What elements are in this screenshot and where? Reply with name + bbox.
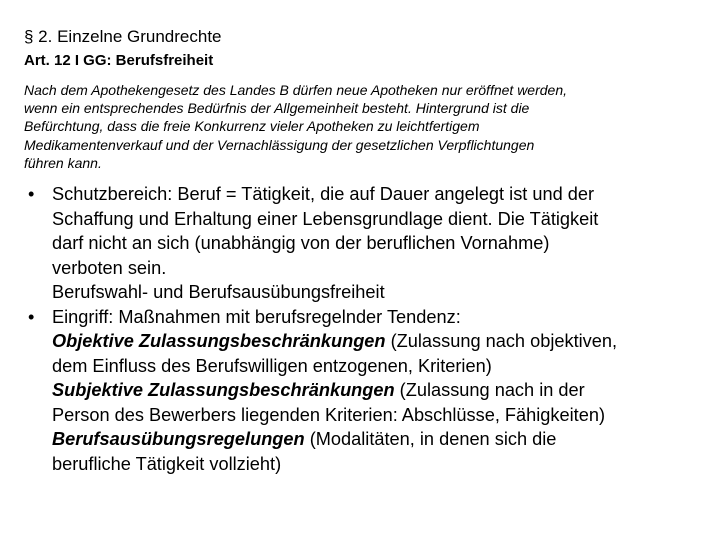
schutzbereich-continuation bbox=[24, 231, 714, 256]
eingriff-subjektiv bbox=[24, 378, 714, 403]
article-title: Art. 12 I GG: Berufsfreiheit bbox=[24, 52, 214, 69]
case-line: Befürchtung, dass die freie Konkurrenz vieler Apotheken zu leichtfertigem bbox=[24, 118, 480, 135]
bullet-icon: • bbox=[28, 184, 35, 204]
ausuebung-desc: berufliche Tätigkeit vollzieht) bbox=[52, 453, 282, 474]
eingriff-objektiv bbox=[24, 329, 714, 354]
schutzbereich-line: darf nicht an sich (unabhängig von der beruflichen Vornahme) bbox=[52, 233, 550, 253]
schutzbereich-line: Schaffung und Erhaltung einer Lebensgrundlage dient. Die Tätigkeit bbox=[52, 208, 599, 229]
bullet-item-eingriff bbox=[24, 305, 714, 330]
objektiv-desc: (Zulassung nach objektiven, bbox=[385, 331, 618, 351]
eingriff-ausuebung-continuation bbox=[24, 452, 714, 477]
eingriff-intro: Eingriff: Maßnahmen mit berufsregelnder Tendenz: bbox=[52, 306, 461, 327]
schutzbereich-note-text: Berufswahl- und Berufsausübungsfreiheit bbox=[52, 282, 385, 302]
bullet-list bbox=[24, 182, 714, 476]
case-line: wenn ein entsprechendes Bedürfnis der Allgemeinheit besteht. Hintergrund ist die bbox=[24, 100, 530, 117]
section-title: § 2. Einzelne Grundrechte bbox=[24, 27, 222, 46]
subjektiv-desc: (Zulassung nach in der bbox=[394, 380, 585, 400]
schutzbereich-note bbox=[24, 280, 714, 305]
schutzbereich-line: verboten sein. bbox=[52, 257, 167, 278]
eingriff-subjektiv-continuation bbox=[24, 403, 714, 428]
schutzbereich-line: Schutzbereich: Beruf = Tätigkeit, die auf Dauer angelegt ist und der bbox=[52, 184, 595, 204]
ausuebung-term: Berufsausübungsregelungen bbox=[52, 429, 305, 449]
bullet-icon: • bbox=[28, 306, 35, 327]
eingriff-objektiv-continuation bbox=[24, 354, 714, 379]
schutzbereich-continuation bbox=[24, 256, 714, 281]
case-description bbox=[24, 81, 694, 172]
case-line: führen kann. bbox=[24, 154, 102, 171]
bullet-item-schutzbereich bbox=[24, 182, 714, 207]
subjektiv-term: Subjektive Zulassungsbeschränkungen bbox=[52, 380, 395, 400]
case-line: Nach dem Apothekengesetz des Landes B dürfen neue Apotheken nur eröffnet werden, bbox=[24, 82, 567, 98]
case-line: Medikamentenverkauf und der Vernachlässigung der gesetzlichen Verpflichtungen bbox=[24, 136, 535, 153]
objektiv-term: Objektive Zulassungsbeschränkungen bbox=[52, 331, 386, 351]
objektiv-desc: dem Einfluss des Berufswilligen entzogenen, Kriterien) bbox=[52, 355, 492, 376]
ausuebung-desc: (Modalitäten, in denen sich die bbox=[304, 429, 557, 449]
subjektiv-desc: Person des Bewerbers liegenden Kriterien: Abschlüsse, Fähigkeiten) bbox=[52, 404, 606, 425]
schutzbereich-continuation bbox=[24, 207, 714, 232]
eingriff-ausuebung bbox=[24, 427, 714, 452]
